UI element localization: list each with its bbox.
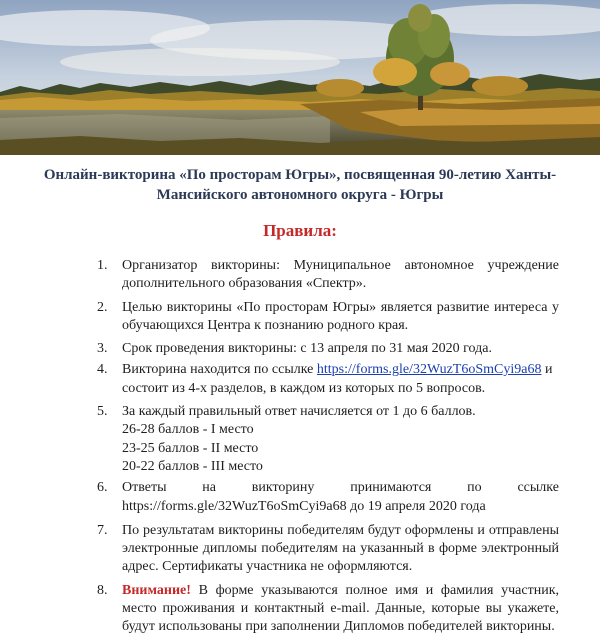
rule-item [97,340,559,358]
quiz-link[interactable]: https://forms.gle/32WuzT6oSmCyi9a68 [316,362,542,378]
rule-item [97,361,559,398]
rules-heading: Правила: [263,221,337,240]
rule-text-line-2: https://forms.gle/32WuzT6oSmCyi9a68 до 19 апреля 2020 года [122,498,486,514]
rule-number: 6. [97,480,108,496]
rule-number: 8. [97,582,108,598]
rule-word: викторину [251,480,315,496]
rule-number: 5. [97,404,108,420]
rule-number: 4. [97,362,108,378]
rule-item [97,403,559,476]
rule-word: Ответы [122,480,167,496]
rule-number: 3. [97,341,108,357]
rule-item [97,299,559,336]
page-title: Онлайн-викторина «По просторам Югры», посвященная 90-летию Ханты-Мансийского автономного округа - Югры [43,167,557,203]
rule-word: по [467,480,482,496]
rule-text-line [122,479,559,497]
rule-text [122,582,559,637]
rule-text: Срок проведения викторины: с 13 апреля по 31 мая 2020 года. [122,341,492,357]
rule-text: Организатор викторины: Муниципальное автономное учреждение дополнительного образования «Спектр». [122,258,559,292]
rule-text: По результатам викторины победителям будут оформлены и отправлены электронные дипломы победителям на указанный в форме электронный адрес. Сертификаты участника не оформляются. [122,522,559,575]
rule-number: 1. [97,258,108,273]
warning-label: Внимание! [122,582,191,598]
rule-item [97,582,559,637]
rule-text: За каждый правильный ответ начисляется от 1 до 6 баллов. [122,404,476,420]
rule-text-before-link: Викторина находится по ссылке [122,362,317,378]
rule-number: 7. [97,522,108,538]
rule-word: ссылке [517,480,559,496]
rule-number: 2. [97,299,108,315]
rule-text-after-link: и состоит из 4-х разделов, в каждом из которых по 5 вопросов. [122,362,553,396]
rule-word: на [202,480,216,496]
rule-item [97,257,559,294]
warning-text: В форме указываются полное имя и фамилия участник, место проживания и контактный e-mail. Данные, которые вы укажете, будут использованы при заполнении Дипломов победителей викторины. [122,582,559,635]
rule-item [97,479,559,516]
rules-list [97,257,559,637]
rule-text [122,361,559,398]
rule-word: принимаются [350,480,432,496]
rule-text: Целью викторины «По просторам Югры» является развитие интереса у обучающихся Центра к познанию родного края. [122,299,559,333]
place-line-1: 26-28 баллов - I место [122,422,254,438]
place-line-2: 23-25 баллов - II место [122,440,259,456]
rule-item [97,522,559,577]
landscape-banner-image [0,0,600,155]
place-line-3: 20-22 баллов - III место [122,458,263,474]
